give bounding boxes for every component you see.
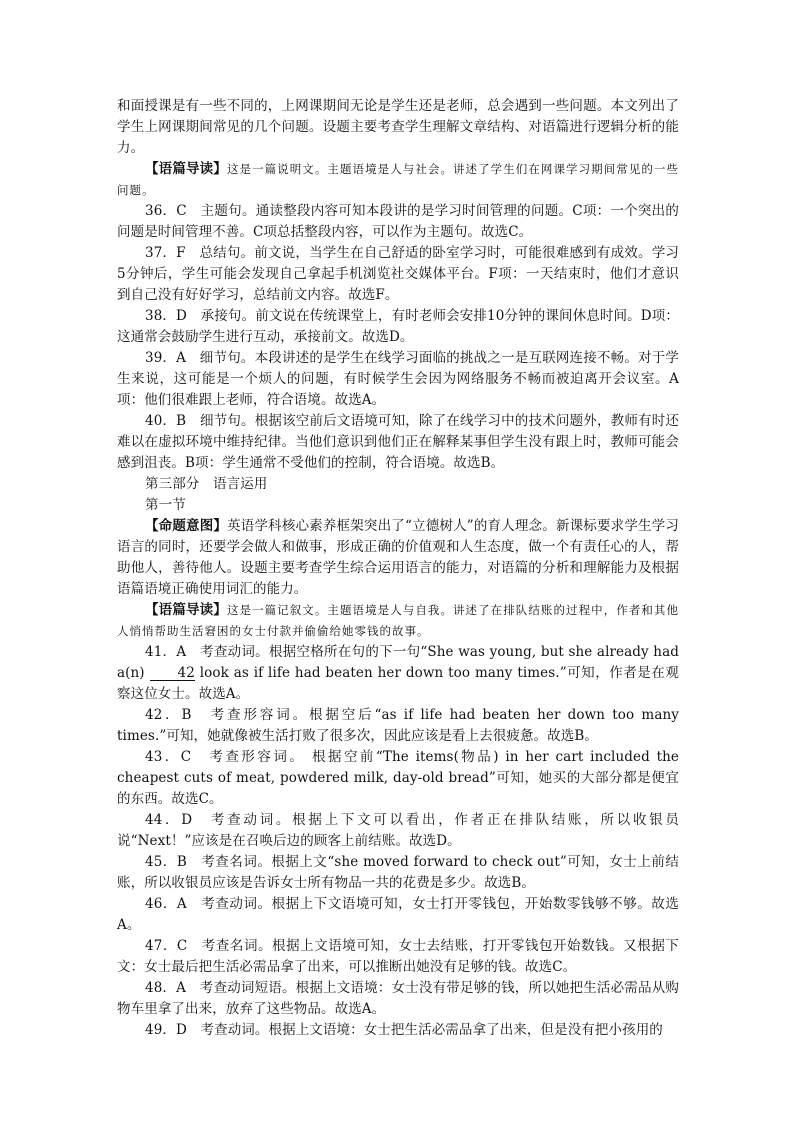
fill-blank: 42 (150, 666, 195, 681)
answer-43: 43．C 考查形容词。 根据空前“The items(物品) in her cart included the cheapest cuts of meat, powdered milk, day-old bread”可知，她买的大部分都是便宜的东西。故选C。 (117, 749, 679, 807)
question-intent (117, 516, 679, 600)
answer-explanations (117, 96, 679, 1041)
question-intent-label: 【命题意图】 (145, 518, 228, 534)
passage-guide-2 (117, 600, 679, 642)
answer-45: 45．B 考查名词。根据上文“she moved forward to check out”可知，女士上前结账，所以收银员应该是告诉女士所有物品一共的花费是多少。故选B。 (117, 854, 679, 891)
answer-42: 42．B 考查形容词。根据空后“as if life had beaten her down too many times.”可知，她就像被生活打败了很多次，因此应该是看上去很疲惫。故选B。 (117, 707, 679, 744)
answer-40: 40．B 细节句。根据该空前后文语境可知，除了在线学习中的技术问题外，教师有时还难以在虚拟环境中维持纪律。当他们意识到他们正在解释某事但学生没有跟上时，教师可能会感到沮丧。B项：学生通常不受他们的控制，符合语境。故选B。 (117, 413, 679, 471)
answer-36: 36．C 主题句。通读整段内容可知本段讲的是学习时间管理的问题。C项：一个突出的问题是时间管理不善。C项总括整段内容，可以作为主题句。故选C。 (117, 203, 679, 240)
passage-guide-1 (117, 159, 679, 201)
answer-39: 39．A 细节句。本段讲述的是学生在线学习面临的挑战之一是互联网连接不畅。对于学生来说，这可能是一个烦人的问题，有时候学生会因为网络服务不畅而被迫离开会议室。A项：他们很难跟上老师，符合语境。故选A。 (117, 350, 679, 408)
answer-48: 48．A 考查动词短语。根据上文语境：女士没有带足够的钱，所以她把生活必需品从购物车里拿了出来，放弃了这些物品。故选A。 (117, 980, 679, 1017)
answer-41-part-b: look as if life had beaten her down too many times.”可知，作者是在观察这位女士。故选A。 (117, 665, 679, 702)
passage-guide-label: 【语篇导读】 (145, 161, 227, 177)
answer-37: 37．F 总结句。前文说，当学生在自己舒适的卧室学习时，可能很难感到有成效。学习5分钟后，学生可能会发现自己拿起手机浏览社交媒体平台。F项：一天结束时，他们才意识到自己没有好好学习，总结前文内容。故选F。 (117, 245, 679, 303)
answer-38: 38．D 承接句。前文说在传统课堂上，有时老师会安排10分钟的课间休息时间。D项：这通常会鼓励学生进行互动，承接前文。故选D。 (117, 308, 679, 345)
passage-guide-text: 这是一篇记叙文。主题语境是人与自我。讲述了在排队结账的过程中，作者和其他人悄悄帮助生活窘困的女士付款并偷偷给她零钱的故事。 (117, 603, 679, 638)
intro-paragraph: 和面授课是有一些不同的，上网课期间无论是学生还是老师，总会遇到一些问题。本文列出了学生上网课期间常见的几个问题。设题主要考查学生理解文章结构、对语篇进行逻辑分析的能力。 (117, 98, 679, 156)
passage-guide-text: 这是一篇说明文。主题语境是人与社会。讲述了学生们在网课学习期间常见的一些问题。 (117, 162, 679, 197)
answer-47: 47．C 考查名词。根据上文语境可知，女士去结账，打开零钱包开始数钱。又根据下文：女士最后把生活必需品拿了出来，可以推断出她没有足够的钱。故选C。 (117, 938, 679, 975)
answer-41-part-a: 41．A 考查动词。根据空格所在句的下一句“She was young, but she already had a(n) (117, 644, 679, 681)
answer-49: 49．D 考查动词。根据上文语境：女士把生活必需品拿了出来，但是没有把小孩用的 (145, 1022, 663, 1038)
question-intent-text: 英语学科核心素养框架突出了“立德树人”的育人理念。新课标要求学生学习语言的同时，还要学会做人和做事，形成正确的价值观和人生态度，做一个有责任心的人，帮助他人，善待他人。设题主要考查学生综合运用语言的能力，对语篇的分析和理解能力及根据语篇语境正确使用词汇的能力。 (117, 518, 679, 597)
passage-guide-label: 【语篇导读】 (145, 602, 227, 618)
answer-46: 46．A 考查动词。根据上下文语境可知，女士打开零钱包，开始数零钱够不够。故选A。 (117, 896, 679, 933)
answer-44: 44．D 考查动词。根据上下文可以看出，作者正在排队结账，所以收银员说“Next！”应该是在召唤后边的顾客上前结账。故选D。 (117, 812, 679, 849)
section-1-heading: 第一节 (145, 497, 186, 513)
answer-41 (117, 642, 679, 705)
part-3-heading: 第三部分 语言运用 (145, 476, 268, 492)
